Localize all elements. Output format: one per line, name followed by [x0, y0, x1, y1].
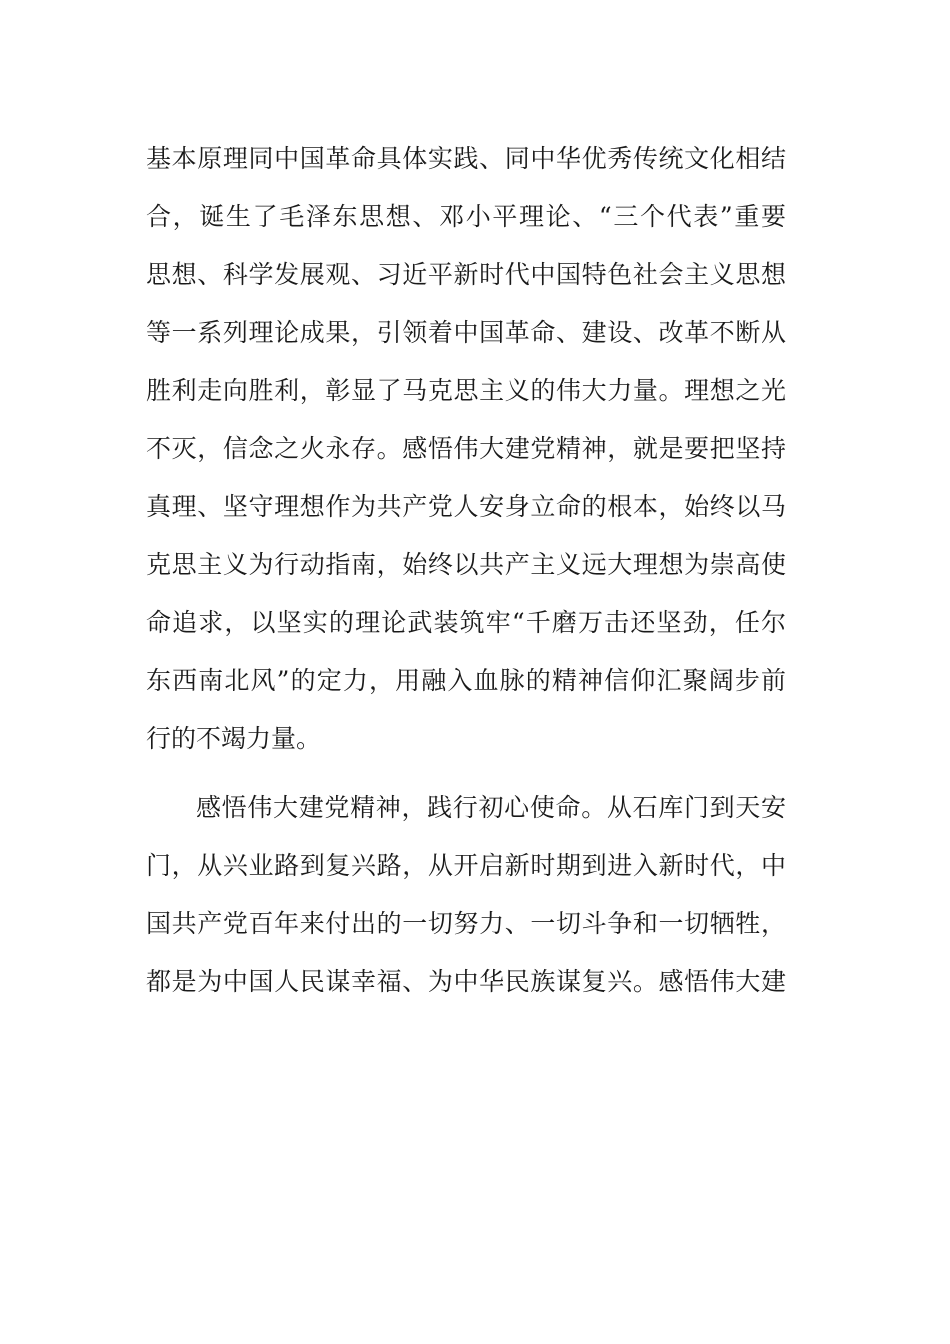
paragraph-gap: [146, 768, 786, 779]
text-line: 基本原理同中国革命具体实践、同中华优秀传统文化相结: [146, 144, 786, 173]
body-text: [146, 130, 786, 1011]
text-line: 东西南北风”的定力，用融入血脉的精神信仰汇聚阔步前: [146, 666, 786, 695]
paragraph-1: [146, 130, 786, 768]
text-line: 感悟伟大建党精神，践行初心使命。从石库门到天安: [196, 793, 786, 822]
text-line: 克思主义为行动指南，始终以共产主义远大理想为崇高使: [146, 550, 786, 579]
text-line: 门，从兴业路到复兴路，从开启新时期到进入新时代，中: [146, 851, 786, 880]
text-line: 等一系列理论成果，引领着中国革命、建设、改革不断从: [146, 318, 786, 347]
text-line: 不灭，信念之火永存。感悟伟大建党精神，就是要把坚持: [146, 434, 786, 463]
text-line: 胜利走向胜利，彰显了马克思主义的伟大力量。理想之光: [146, 376, 786, 405]
text-line: 都是为中国人民谋幸福、为中华民族谋复兴。感悟伟大建: [146, 967, 786, 996]
text-line: 国共产党百年来付出的一切努力、一切斗争和一切牺牲，: [146, 909, 786, 938]
text-line: 真理、坚守理想作为共产党人安身立命的根本，始终以马: [146, 492, 786, 521]
text-line: 行的不竭力量。: [146, 724, 322, 753]
text-line: 思想、科学发展观、习近平新时代中国特色社会主义思想: [146, 260, 786, 289]
text-line: 合，诞生了毛泽东思想、邓小平理论、“三个代表”重要: [146, 202, 786, 231]
paragraph-2: [146, 779, 786, 1011]
text-line: 命追求，以坚实的理论武装筑牢“千磨万击还坚劲，任尔: [146, 608, 786, 637]
